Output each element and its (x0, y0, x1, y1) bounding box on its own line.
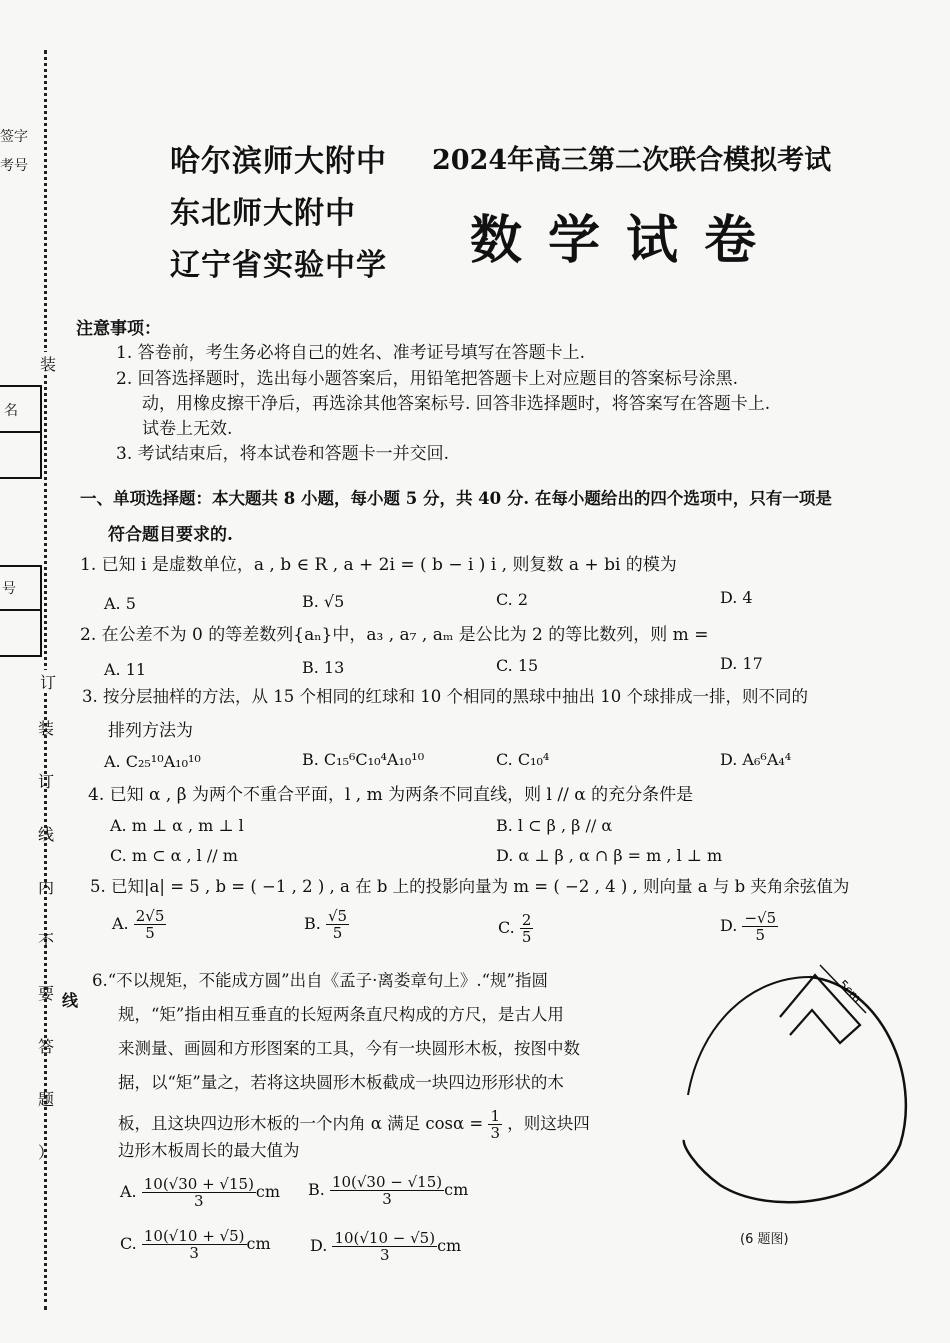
q5-option-d (720, 910, 778, 943)
circle-board-arc-left (688, 977, 810, 1095)
school-1: 哈尔滨师大附中 (170, 144, 387, 179)
margin-sign-label: 签字 (0, 129, 28, 145)
q4-option-c: C. m ⊂ α , l // m (110, 846, 238, 865)
q4-option-d: D. α ⊥ β , α ∩ β = m , l ⊥ m (496, 846, 723, 865)
q6-option-d-fraction (332, 1230, 437, 1263)
question-5-stem: 5. 已知|a| = 5 , b = ( −1 , 2 ) , a 在 b 上的投影向量为 m = ( −2 , 4 ) , 则向量 a 与 b 夹角余弦值为 (90, 877, 850, 896)
fraction-denominator: 5 (145, 924, 155, 942)
q5-option-b (304, 908, 349, 941)
q6-option-c-fraction (142, 1228, 247, 1261)
q4-option-a: A. m ⊥ α , m ⊥ l (110, 816, 244, 835)
q3-option-b: B. C₁₅⁶C₁₀⁴A₁₀¹⁰ (302, 750, 425, 769)
q5-option-b-label: B. (304, 914, 321, 933)
note-item: 2. 回答选择题时，选出每小题答案后，用铅笔把答题卡上对应题目的答案标号涂黑. (116, 369, 739, 389)
q6-option-c-label: C. (120, 1234, 137, 1253)
unit: cm (255, 1182, 281, 1201)
margin-zhuang: 装 (40, 352, 56, 375)
fraction-numerator: 10(√30 − √15) (331, 1173, 443, 1191)
notice-char: 内 (38, 878, 55, 897)
notice-char: 题 (38, 1090, 55, 1109)
q5-option-a-fraction (134, 908, 167, 941)
fraction-denominator: 3 (382, 1190, 392, 1208)
q6-figure (660, 955, 920, 1215)
q1-option-b: B. √5 (302, 592, 345, 611)
q6-option-a (120, 1176, 280, 1209)
subject-title: 数学试卷 (470, 210, 783, 271)
question-6-line: 规，“矩”指由相互垂直的长短两条直尺构成的方尺，是古人用 (118, 1005, 564, 1024)
q6-option-b (308, 1174, 468, 1207)
note-item: 动，用橡皮擦干净后，再选涂其他答案标号. 回答非选择题时，将答案写在答题卡上. (142, 394, 771, 414)
question-3-stem: 3. 按分层抽样的方法，从 15 个相同的红球和 10 个相同的黑球中抽出 10 个球排成一排，则不同的 (82, 687, 808, 706)
question-6-line: 来测量、画圆和方形图案的工具，今有一块圆形木板，按图中数 (118, 1039, 580, 1058)
question-4-stem: 4. 已知 α , β 为两个不重合平面，l , m 为两条不同直线，则 l // α 的充分条件是 (88, 785, 694, 805)
dimension-label: 5cm (835, 977, 865, 1006)
notice-char: 线 (38, 825, 55, 844)
school-3: 辽宁省实验中学 (170, 248, 387, 283)
fraction-numerator: 10(√30 + √15) (143, 1175, 254, 1193)
q6-option-a-fraction (142, 1176, 256, 1209)
fraction-numerator: 2√5 (135, 907, 165, 925)
q1-option-c: C. 2 (496, 590, 529, 609)
fraction-numerator: 10(√10 − √5) (334, 1229, 436, 1247)
note-item: 3. 考试结束后，将本试卷和答题卡一并交回. (116, 444, 450, 464)
fraction-denominator: 5 (755, 926, 766, 944)
q2-option-a: A. 11 (104, 660, 147, 679)
q6-option-a-label: A. (120, 1182, 137, 1201)
q1-option-d: D. 4 (720, 588, 753, 607)
margin-vertical-notice (38, 716, 58, 1193)
fraction-numerator: 1 (490, 1107, 501, 1125)
circle-board-arc (684, 977, 906, 1202)
q6-option-b-fraction (330, 1174, 444, 1207)
question-6-line: 板，且这块四边形木板的一个内角 α 满足 cosα = (118, 1114, 484, 1133)
q4-option-b: B. l ⊂ β , β // α (496, 816, 613, 835)
question-6-line: 据，以“矩”量之，若将这块圆形木板截成一块四边形形状的木 (118, 1073, 564, 1092)
unit: cm (246, 1234, 271, 1253)
q5-option-d-label: D. (720, 916, 738, 935)
question-1-stem: 1. 已知 i 是虚数单位，a , b ∈ R , a + 2i = ( b − i ) i , 则复数 a + bi 的模为 (80, 555, 677, 575)
notice-char: 不 (38, 931, 55, 950)
question-3-stem-cont: 排列方法为 (108, 721, 193, 741)
fraction-numerator: 2 (521, 911, 532, 929)
question-6-line: 6.“不以规矩，不能成方圆”出自《孟子·离娄章句上》.“规”指圆 (92, 971, 548, 990)
fraction-denominator: 3 (189, 1244, 199, 1262)
fraction-denominator: 5 (521, 928, 532, 946)
school-2: 东北师大附中 (170, 196, 356, 231)
q3-option-d: D. A₆⁶A₄⁴ (720, 750, 792, 769)
fraction-denominator: 3 (490, 1124, 501, 1142)
question-6-line-tail: ，则这块四 (507, 1114, 590, 1133)
margin-name-label: 名 (4, 403, 18, 419)
q5-option-a-label: A. (112, 914, 129, 933)
q2-option-c: C. 15 (496, 656, 539, 675)
question-6-line-cos (118, 1108, 590, 1141)
notice-char: 订 (38, 772, 55, 791)
fraction-numerator: 10(√10 + √5) (143, 1227, 245, 1245)
q5-option-c-label: C. (498, 918, 515, 937)
exam-title: 2024年高三第二次联合模拟考试 (432, 145, 832, 176)
q2-option-d: D. 17 (720, 654, 763, 673)
fraction-denominator: 3 (194, 1192, 204, 1210)
q1-option-a: A. 5 (104, 594, 136, 613)
notice-char: 要 (38, 984, 55, 1003)
section-heading-cont: 符合题目要求的. (108, 525, 233, 545)
notice-char: ） (38, 1143, 55, 1162)
cos-fraction (488, 1108, 502, 1141)
margin-number-label: 号 (2, 581, 16, 597)
unit: cm (437, 1236, 462, 1255)
q6-option-c (120, 1228, 271, 1261)
notes-heading: 注意事项： (76, 319, 161, 339)
q5-option-d-fraction (742, 910, 778, 943)
q5-option-b-fraction (326, 908, 349, 941)
fraction-denominator: 3 (379, 1246, 390, 1264)
section-heading: 一、单项选择题：本大题共 8 小题，每小题 5 分，共 40 分. 在每小题给出的四个选项中，只有一项是 (80, 489, 832, 508)
notice-char: 答 (38, 1037, 55, 1056)
q3-option-a: A. C₂₅¹⁰A₁₀¹⁰ (104, 752, 201, 771)
question-6-line: 边形木板周长的最大值为 (118, 1141, 300, 1160)
q6-option-d (310, 1230, 461, 1263)
margin-exam-no-label: 考号 (0, 158, 28, 174)
notice-char: 装 (38, 719, 55, 738)
q2-option-b: B. 13 (302, 658, 345, 677)
note-item: 1. 答卷前，考生务必将自己的姓名、准考证号填写在答题卡上. (116, 343, 586, 363)
q3-option-c: C. C₁₀⁴ (496, 750, 550, 769)
q5-option-c-fraction (520, 912, 534, 945)
question-2-stem: 2. 在公差不为 0 的等差数列{aₙ}中，a₃ , a₇ , aₘ 是公比为 2 的等比数列，则 m = (80, 625, 709, 645)
q6-option-b-label: B. (308, 1180, 325, 1199)
fraction-denominator: 5 (332, 924, 343, 942)
margin-ding: 订 (40, 670, 56, 693)
unit: cm (444, 1180, 469, 1199)
note-item: 试卷上无效. (142, 419, 233, 439)
q5-option-c (498, 912, 533, 945)
q5-option-a (112, 908, 166, 941)
fraction-numerator: √5 (327, 907, 348, 925)
figure-caption: (6 题图) (740, 1232, 789, 1247)
q6-option-d-label: D. (310, 1236, 328, 1255)
margin-xian: 线 (62, 991, 79, 1010)
fraction-numerator: −√5 (744, 909, 777, 927)
